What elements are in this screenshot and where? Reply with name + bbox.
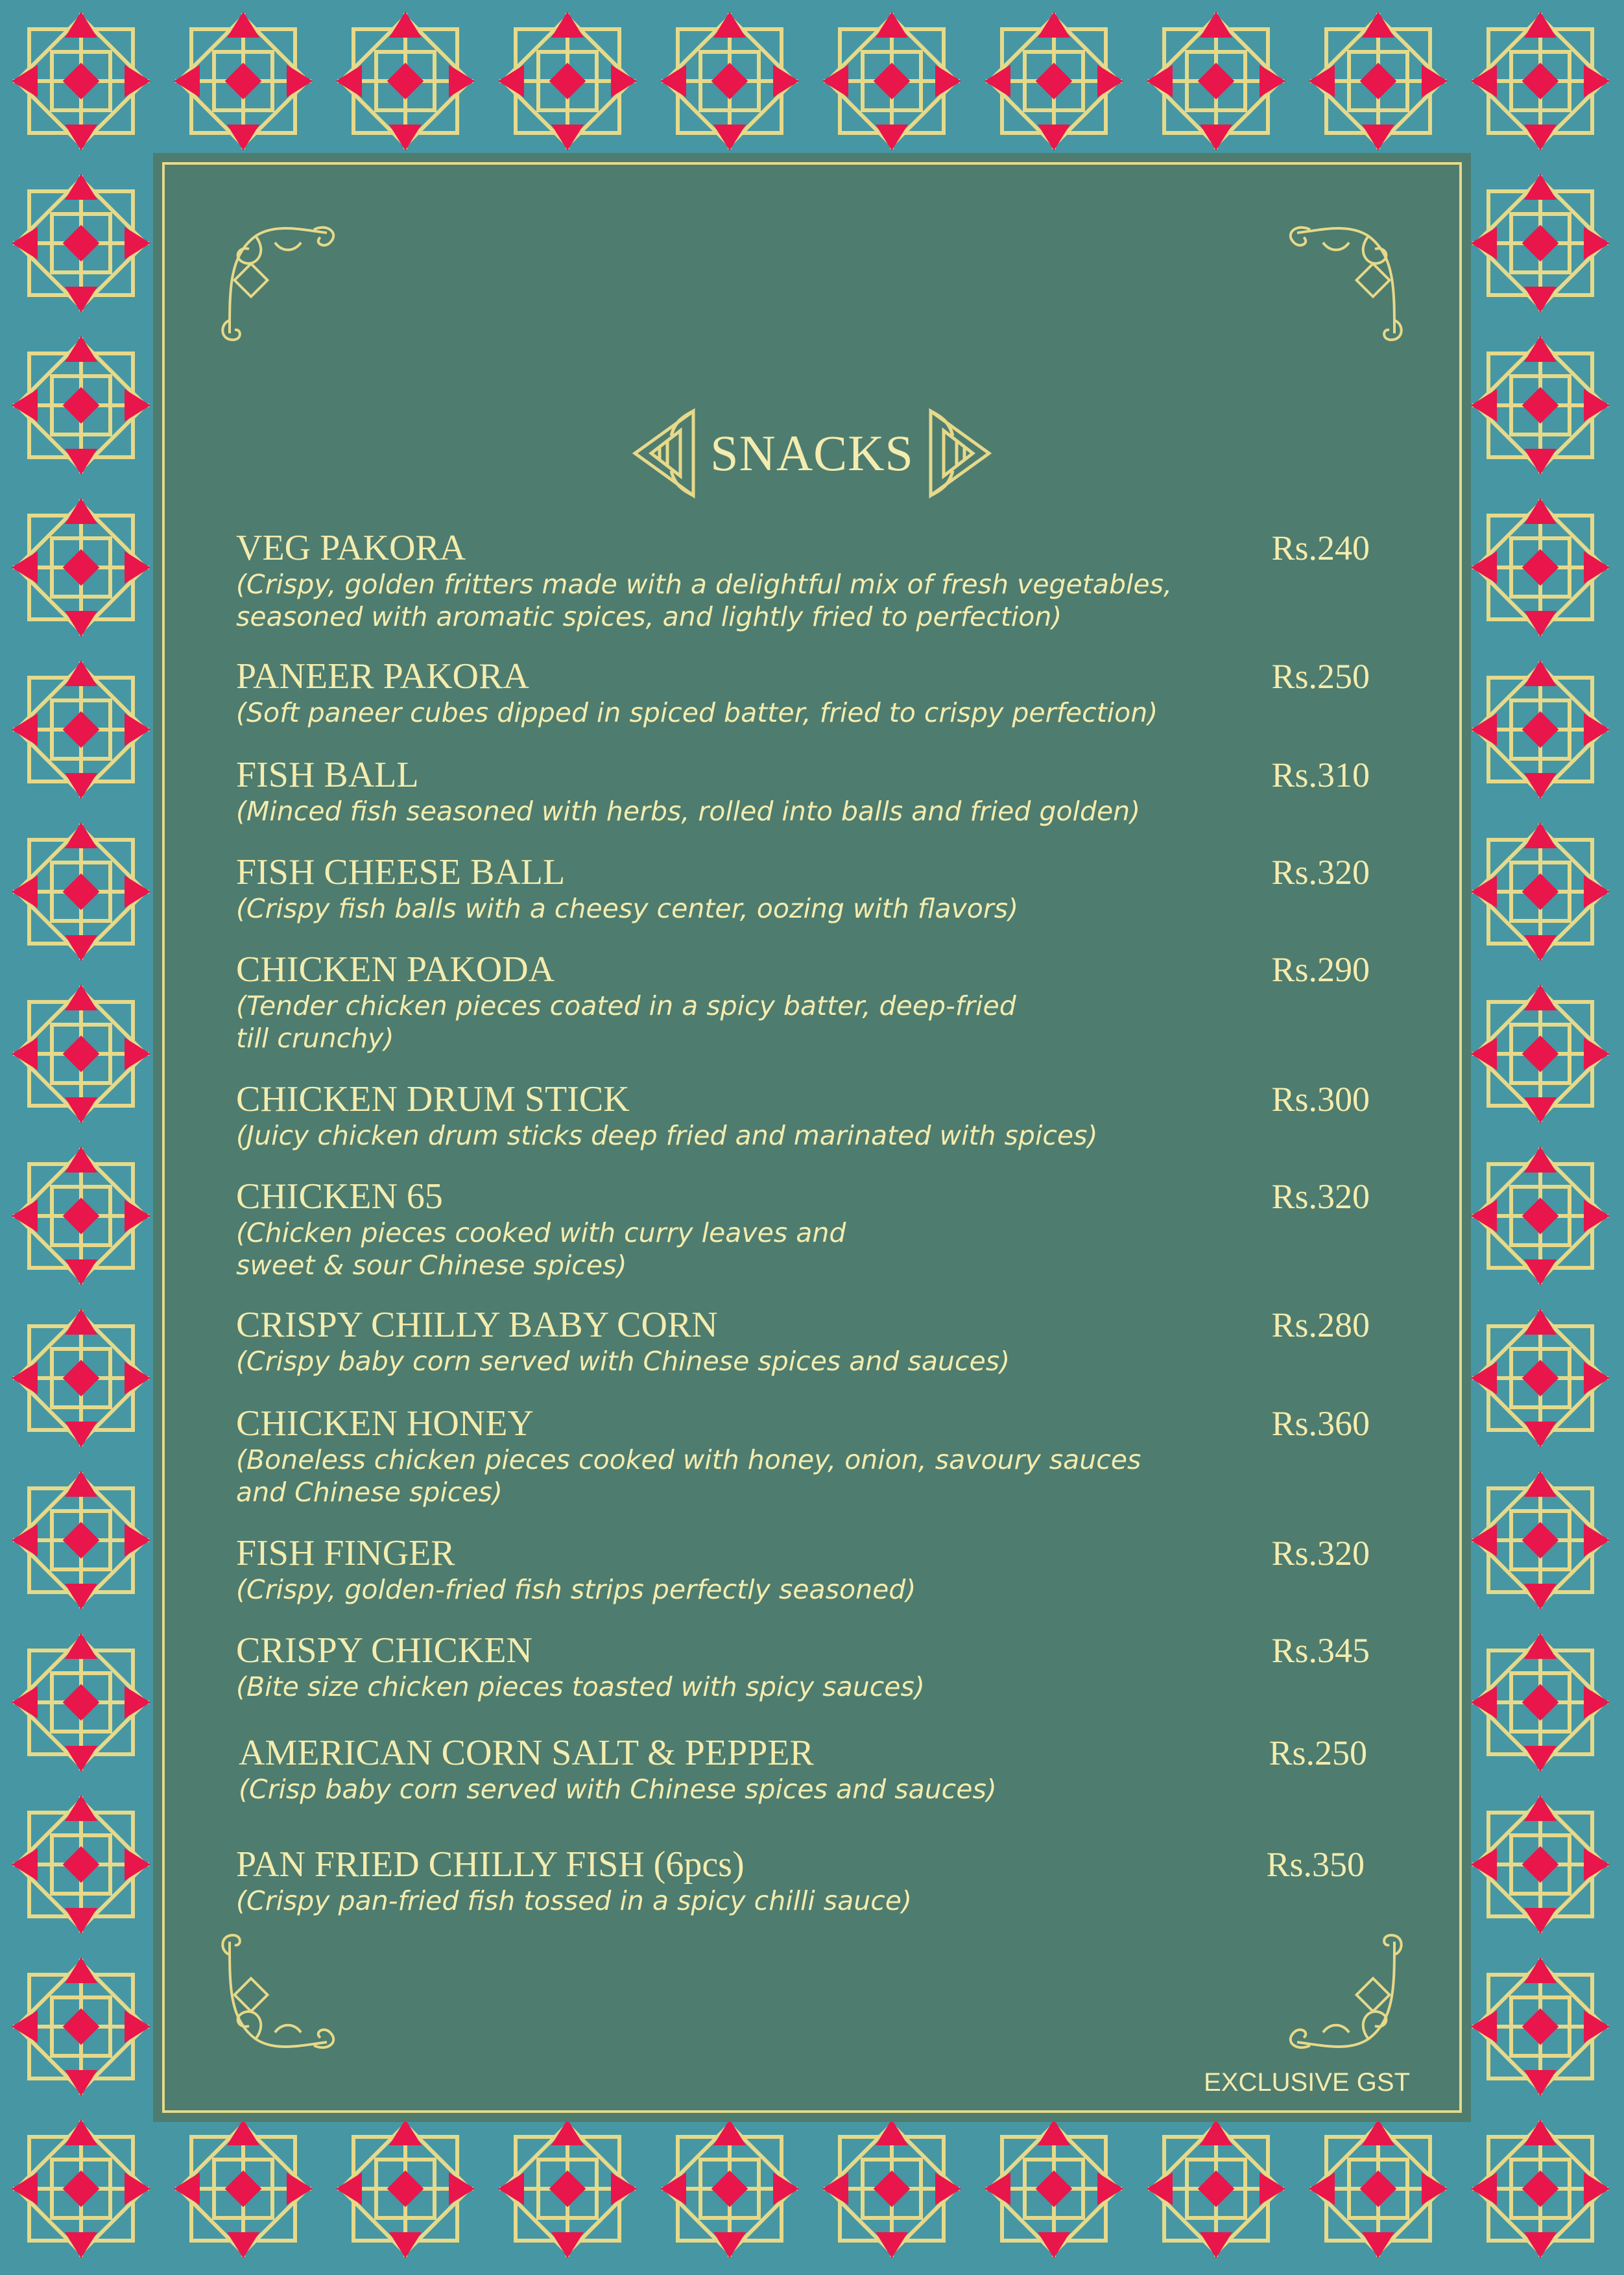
item-price: Rs.250: [1269, 1733, 1367, 1772]
item-name: CHICKEN HONEY: [236, 1403, 534, 1444]
item-price: Rs.290: [1271, 950, 1370, 989]
item-price: Rs.320: [1271, 1177, 1370, 1216]
item-description-line: (Juicy chicken drum sticks deep fried and marinated with spices): [236, 1120, 1098, 1151]
menu-item: [236, 1844, 1391, 1917]
item-name: FISH FINGER: [236, 1533, 455, 1573]
menu-item: [236, 656, 1391, 729]
item-name: CHICKEN PAKODA: [236, 949, 555, 990]
item-description-line: seasoned with aromatic spices, and lightly fried to perfection): [236, 601, 1062, 632]
item-description-line: (Crispy pan-fried fish tossed in a spicy chilli sauce): [236, 1885, 913, 1916]
menu-item: [236, 755, 1391, 828]
corner-flourish-bottom-right: [1278, 1929, 1407, 2058]
menu-item: [236, 528, 1391, 633]
item-price: Rs.320: [1271, 853, 1370, 892]
menu-item: [239, 1733, 1393, 1805]
item-name: FISH CHEESE BALL: [236, 852, 566, 892]
item-price: Rs.240: [1271, 529, 1370, 567]
item-name: PANEER PAKORA: [236, 656, 529, 697]
menu-header: [165, 405, 1459, 502]
corner-flourish-bottom-left: [217, 1929, 346, 2058]
item-name: CHICKEN DRUM STICK: [236, 1079, 630, 1119]
menu-item: [236, 852, 1391, 925]
item-description-line: (Minced fish seasoned with herbs, rolled into balls and fried golden): [236, 796, 1141, 827]
item-description-line: (Crispy baby corn served with Chinese spices and sauces): [236, 1346, 1010, 1377]
corner-flourish-top-left: [217, 217, 346, 346]
menu-item: [236, 1079, 1391, 1152]
title-ornament-right-icon: [924, 405, 996, 502]
item-description-line: (Chicken pieces cooked with curry leaves and: [236, 1217, 846, 1248]
title-ornament-left-icon: [628, 405, 700, 502]
item-price: Rs.300: [1271, 1080, 1370, 1119]
item-name: CHICKEN 65: [236, 1176, 443, 1217]
corner-flourish-top-right: [1278, 217, 1407, 346]
item-price: Rs.310: [1271, 756, 1370, 794]
menu-item: [236, 1176, 1391, 1281]
item-description-line: (Boneless chicken pieces cooked with honey, onion, savoury sauces: [236, 1444, 1141, 1475]
item-name: VEG PAKORA: [236, 528, 466, 568]
menu-item: [236, 1630, 1391, 1703]
item-description-line: (Crisp baby corn served with Chinese spices and sauces): [239, 1774, 997, 1805]
item-name: AMERICAN CORN SALT & PEPPER: [239, 1733, 814, 1773]
menu-title: SNACKS: [710, 425, 914, 481]
item-name: CRISPY CHILLY BABY CORN: [236, 1305, 718, 1345]
item-description-line: till crunchy): [236, 1023, 394, 1054]
item-description-line: sweet & sour Chinese spices): [236, 1250, 627, 1281]
item-description-line: (Soft paneer cubes dipped in spiced batter, fried to crispy perfection): [236, 697, 1158, 728]
item-price: Rs.320: [1271, 1534, 1370, 1573]
item-price: Rs.350: [1266, 1845, 1365, 1884]
item-price: Rs.360: [1271, 1404, 1370, 1443]
gst-note: EXCLUSIVE GST: [1204, 2068, 1410, 2097]
menu-panel: [162, 162, 1462, 2113]
menu-item: [236, 949, 1391, 1054]
menu-item: [236, 1305, 1391, 1377]
item-price: Rs.345: [1271, 1631, 1370, 1670]
item-description-line: (Bite size chicken pieces toasted with spicy sauces): [236, 1671, 925, 1702]
item-description-line: (Crispy, golden-fried fish strips perfectly seasoned): [236, 1574, 916, 1605]
item-price: Rs.280: [1271, 1305, 1370, 1344]
item-description-line: (Crispy, golden fritters made with a delightful mix of fresh vegetables,: [236, 569, 1173, 600]
menu-item: [236, 1403, 1391, 1508]
item-name: FISH BALL: [236, 755, 419, 795]
item-description-line: and Chinese spices): [236, 1477, 503, 1508]
item-name: PAN FRIED CHILLY FISH (6pcs): [236, 1844, 745, 1885]
menu-item: [236, 1533, 1391, 1606]
item-name: CRISPY CHICKEN: [236, 1630, 532, 1671]
item-description-line: (Crispy fish balls with a cheesy center, oozing with flavors): [236, 893, 1019, 924]
item-description-line: (Tender chicken pieces coated in a spicy batter, deep-fried: [236, 990, 1016, 1021]
item-price: Rs.250: [1271, 657, 1370, 696]
